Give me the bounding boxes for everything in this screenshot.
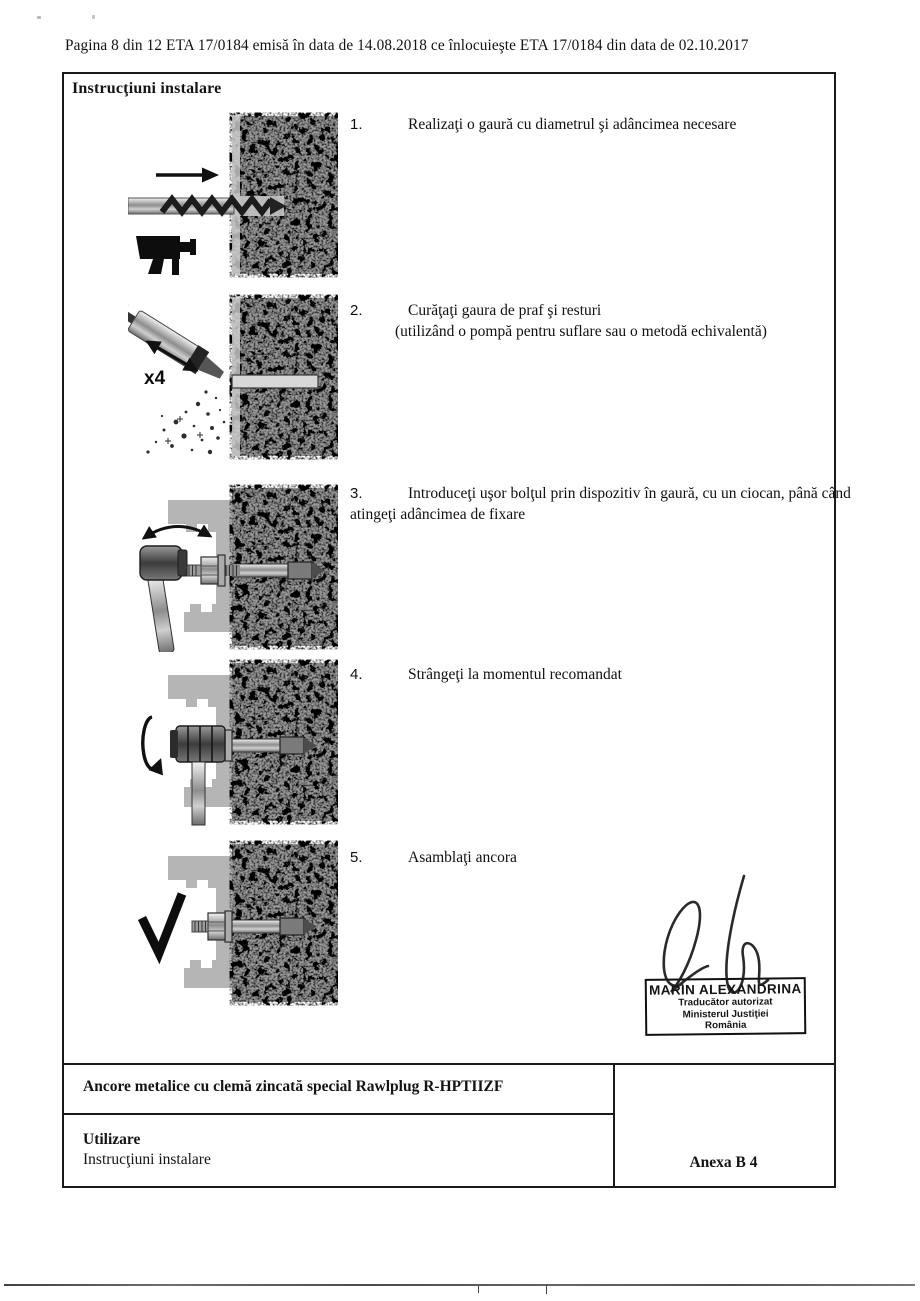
footer-table-top-border: [62, 1063, 836, 1065]
use-value: Instrucţiuni instalare: [83, 1151, 211, 1168]
hammer-drill-icon: [136, 236, 196, 275]
hammer-icon: [140, 546, 187, 652]
arrow-right-icon: [156, 168, 219, 183]
drilled-hole: [232, 375, 318, 388]
product-title: Ancore metalice cu clemă zincată special Rawlplug R-HPTIIZF: [83, 1078, 504, 1095]
step-3-illustration: [128, 484, 338, 652]
step-number: 1.: [350, 116, 363, 133]
stamp-line: Ministerul Justiţiei: [682, 1008, 769, 1020]
use-label: Utilizare: [83, 1131, 141, 1148]
page-header-line: Pagina 8 din 12 ETA 17/0184 emisă în data de 14.08.2018 ce înlocuieşte ETA 17/0184 din data de 02.10.2017: [65, 37, 749, 54]
step-1-illustration: [128, 112, 338, 280]
scan-speck: [37, 16, 41, 19]
pump-count-label: x4: [144, 368, 166, 389]
instructions-box: [62, 72, 851, 1188]
step-2-illustration: [128, 294, 338, 462]
step-3-text: 3. Introduceţi uşor bolţul prin dispozitiv în gaură, cu un ciocan, până când atingeţi adâncimea de fixare: [350, 485, 851, 523]
step-4-illustration: [128, 659, 338, 827]
handwritten-signature: [640, 862, 840, 1012]
stamp-line: România: [704, 1019, 747, 1032]
scan-tick: [546, 1285, 547, 1294]
step-2-note: (utilizând o pompă pentru suflare sau o metodă echivalentă): [395, 323, 767, 340]
instructions-title: Instrucţiuni instalare: [72, 80, 222, 97]
step-2-text: 2. Curăţaţi gaura de praf şi resturi (utilizând o pompă pentru suflare sau o metodă echivalentă): [350, 300, 864, 342]
step-number: 2.: [350, 302, 363, 319]
footer-table-row-divider: [62, 1113, 615, 1115]
checkmark-icon: [142, 894, 182, 953]
step-5-illustration: [128, 840, 338, 1008]
scan-tick: [478, 1286, 479, 1293]
dust-particles: [146, 390, 225, 454]
step-number: 5.: [350, 849, 363, 866]
annex-label: Anexa B 4: [689, 1154, 758, 1171]
swing-arrow-icon: [144, 526, 210, 538]
use-cell: [83, 1130, 211, 1170]
stamp-name: MARIN ALEXANDRINA: [648, 981, 802, 998]
step-4-text: 4. Strângeţi la momentul recomandat: [350, 666, 622, 683]
step-5-text: 5. Asamblaţi ancora: [350, 849, 517, 866]
rotation-arrow-icon: [143, 717, 160, 769]
stamp-line: Traducător autorizat: [678, 996, 773, 1009]
scan-speck: [92, 15, 95, 19]
step-number: 3.: [350, 485, 363, 502]
concrete-block: [232, 116, 338, 274]
scan-artifact-line: [4, 1284, 915, 1286]
step-number: 4.: [350, 666, 363, 683]
step-1-text: 1. Realizaţi o gaură cu diametrul şi adâncimea necesare: [350, 116, 737, 133]
